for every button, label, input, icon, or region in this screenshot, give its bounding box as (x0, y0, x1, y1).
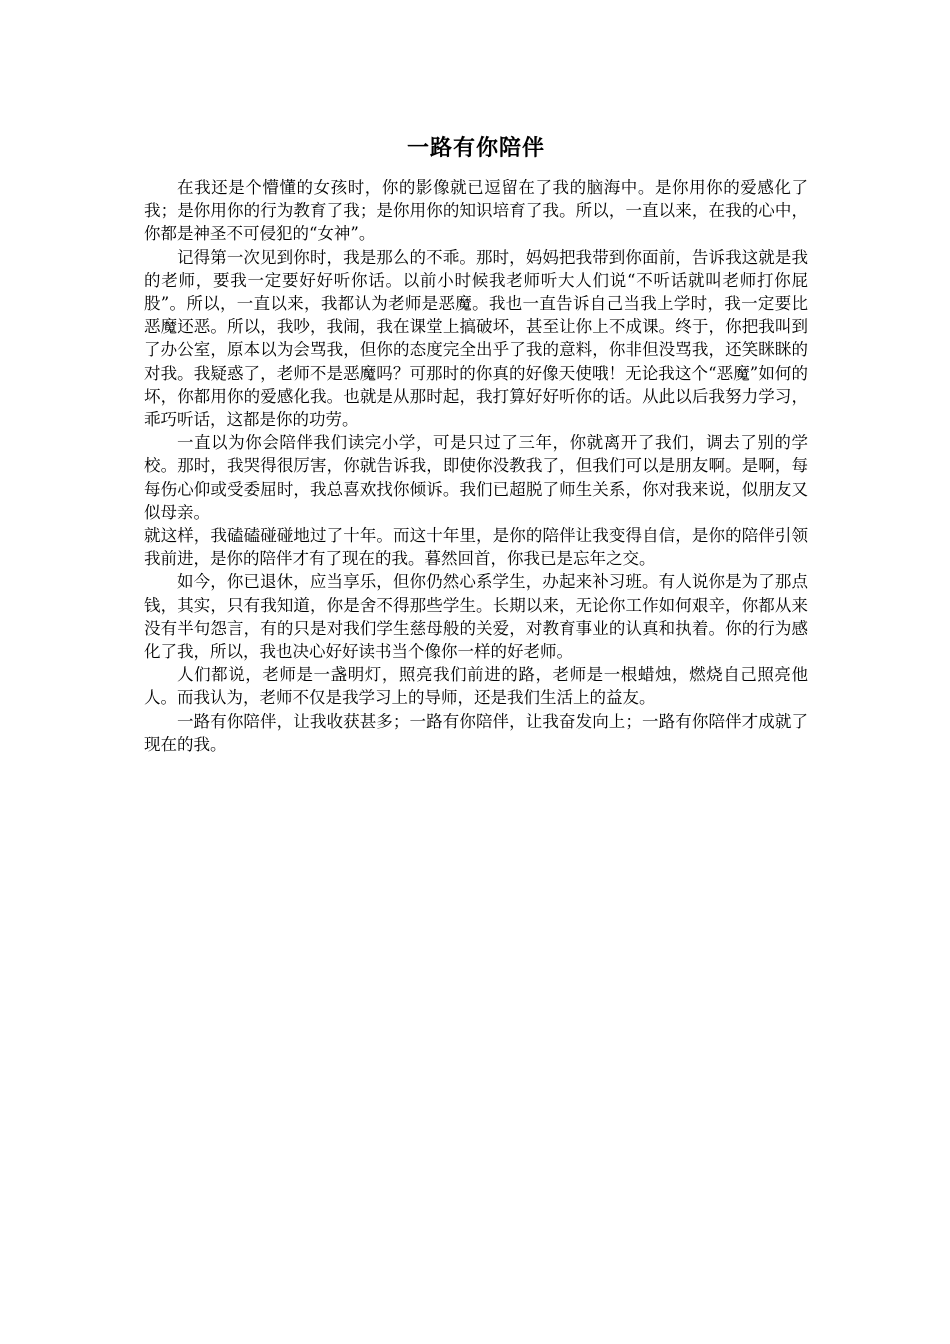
paragraph-5: 如今，你已退休，应当享乐，但你仍然心系学生，办起来补习班。有人说你是为了那点钱，其实，只有我知道，你是舍不得那些学生。长期以来，无论你工作如何艰辛，你都从来没有半句怨言，有的只是对我们学生慈母般的关爱，对教育事业的认真和执着。你的行为感化了我，所以，我也决心好好读书当个像你一样的好老师。 (144, 572, 808, 662)
paragraph-7: 一路有你陪伴，让我收获甚多；一路有你陪伴，让我奋发向上；一路有你陪伴才成就了现在的我。 (144, 711, 808, 754)
document-title: 一路有你陪伴 (406, 135, 545, 161)
paragraph-4: 就这样，我磕磕碰碰地过了十年。而这十年里，是你的陪伴让我变得自信，是你的陪伴引领我前进，是你的陪伴才有了现在的我。暮然回首，你我已是忘年之交。 (144, 526, 808, 569)
paragraph-3: 一直以为你会陪伴我们读完小学，可是只过了三年，你就离开了我们，调去了别的学校。那时，我哭得很厉害，你就告诉我，即使你没教我了，但我们可以是朋友啊。是啊，每每伤心仰或受委屈时，我总喜欢找你倾诉。我们已超脱了师生关系，你对我来说，似朋友又似母亲。 (144, 433, 808, 522)
paragraph-1: 在我还是个懵懂的女孩时，你的影像就已逗留在了我的脑海中。是你用你的爱感化了我；是你用你的行为教育了我；是你用你的知识培育了我。所以，一直以来，在我的心中，你都是神圣不可侵犯的“女神”。 (144, 178, 808, 244)
paragraph-6: 人们都说，老师是一盏明灯，照亮我们前进的路，老师是一根蜡烛，燃烧自己照亮他人。而我认为，老师不仅是我学习上的导师，还是我们生活上的益友。 (144, 665, 808, 708)
paragraph-2: 记得第一次见到你时，我是那么的不乖。那时，妈妈把我带到你面前，告诉我这就是我的老师，要我一定要好好听你话。以前小时候我老师听大人们说“不听话就叫老师打你屁股”。所以，一直以来，我都认为老师是恶魔。我也一直告诉自己当我上学时，我一定要比恶魔还恶。所以，我吵，我闹，我在课堂上搞破坏，甚至让你上不成课。终于，你把我叫到了办公室，原本以为会骂我，但你的态度完全出乎了我的意料，你非但没骂我，还笑眯眯的对我。我疑惑了，老师不是恶魔吗？可那时的你真的好像天使哦！无论我这个“恶魔”如何的坏，你都用你的爱感化我。也就是从那时起，我打算好好听你的话。从此以后我努力学习，乖巧听话，这都是你的功劳。 (144, 247, 808, 430)
document-page (144, 128, 808, 756)
